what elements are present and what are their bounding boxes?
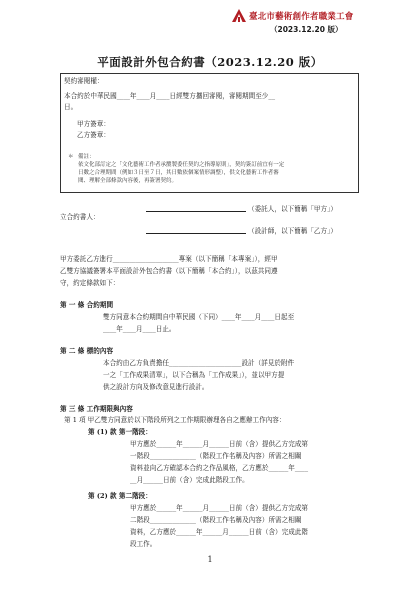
org-name: 臺北市藝術創作者職業工會 [249, 11, 354, 22]
article-3-sub-2-line: 段工作。 [130, 540, 157, 548]
union-logo-icon [232, 9, 246, 22]
article-1-line: 雙方同意本合約期間自中華民國（下同）____年____月____日起至 [103, 313, 295, 321]
party-a-blank[interactable] [146, 211, 246, 212]
article-3-sub-1-line: 資料並向乙方確認本合約之作品風格，乙方應於______年____ [130, 464, 309, 472]
party-b-role: （設計師，以下簡稱「乙方」） [248, 227, 338, 235]
party-b-blank[interactable] [146, 233, 246, 234]
review-heading: 契約審閱權： [64, 77, 104, 85]
note-line: 閱、理解全部條款內容後，再簽署契約。 [78, 178, 178, 184]
article-2-line: 本合約由乙方負責擔任______________________設計（詳見於附件 [103, 359, 295, 367]
article-3-item-1: 第 1 項 甲乙雙方同意於以下階段所列之工作期限辦理各自之應辦工作內容： [64, 416, 286, 424]
article-2-heading: 第 二 條 標的內容 [60, 347, 114, 355]
review-line-1: 本合約於中華民國____年____月____日經雙方攜回審閱，審閱期間至少__ [64, 92, 275, 100]
header-brand [232, 9, 353, 22]
review-line-1b: 日。 [64, 103, 78, 111]
article-3-sub-2-line: 甲方應於______年______月______日前（含）提供乙方完成第 [130, 504, 309, 512]
article-1-heading: 第 一 條 合約期間 [60, 301, 114, 309]
page-number: 1 [207, 555, 213, 564]
article-3-sub-2-line: 二階段______________（階段工作名稱及內容）所需之相關 [130, 516, 302, 524]
article-3-sub-1-line: 甲方應於______年______月______日前（含）提供乙方完成第 [130, 440, 309, 448]
note-label: 備註： [78, 154, 95, 160]
article-3-sub-2-heading: 第 (2) 款 第二階段： [88, 492, 152, 500]
note-star: ＊ [68, 154, 74, 160]
article-3-sub-2-line: 資料，乙方應於______年______月______日前（含）完成此階 [130, 528, 309, 536]
intro-line: 乙雙方協議簽署本平面設計外包合約書（以下簡稱「本合約」），以茲共同遵 [60, 267, 278, 275]
parties-label: 立合約書人： [60, 213, 100, 221]
article-3-sub-1-line: 一階段______________（階段工作名稱及內容）所需之相關 [130, 452, 302, 460]
note-line: 依文化部訂定之「文化藝術工作者承攬製委任契約之指導原則」，契約簽訂前宜有一定 [78, 162, 285, 168]
article-2-line: 供之設計方向及修改意見進行設計。 [103, 383, 209, 391]
note-line: 日數之合理期間（例如３日至７日，其日數依個案情形調整），供文化藝術工作者審 [78, 170, 279, 176]
party-b-sign: 乙方簽章： [77, 131, 110, 139]
article-1-line: ____年____月____日止。 [103, 325, 176, 333]
article-3-sub-1-line: __月______日前（含）完成此階段工作。 [130, 476, 249, 484]
article-3-sub-1-heading: 第 (1) 款 第一階段： [88, 428, 152, 436]
article-2-line: 一之「工作成果清單」，以下合稱為「工作成果」），並以甲方提 [103, 371, 285, 379]
intro-line: 甲方委託乙方進行____________________專案（以下簡稱「本專案」），經甲 [60, 255, 278, 263]
article-3-heading: 第 三 條 工作期限與內容 [60, 405, 133, 413]
intro-line: 守，約定條款如下： [60, 279, 120, 287]
party-a-sign: 甲方簽章： [77, 120, 110, 128]
version-label: （2023.12.20 版） [270, 25, 343, 34]
document-title: 平面設計外包合約書（2023.12.20 版） [97, 55, 323, 69]
party-a-role: （委託人，以下簡稱「甲方」） [248, 205, 338, 213]
